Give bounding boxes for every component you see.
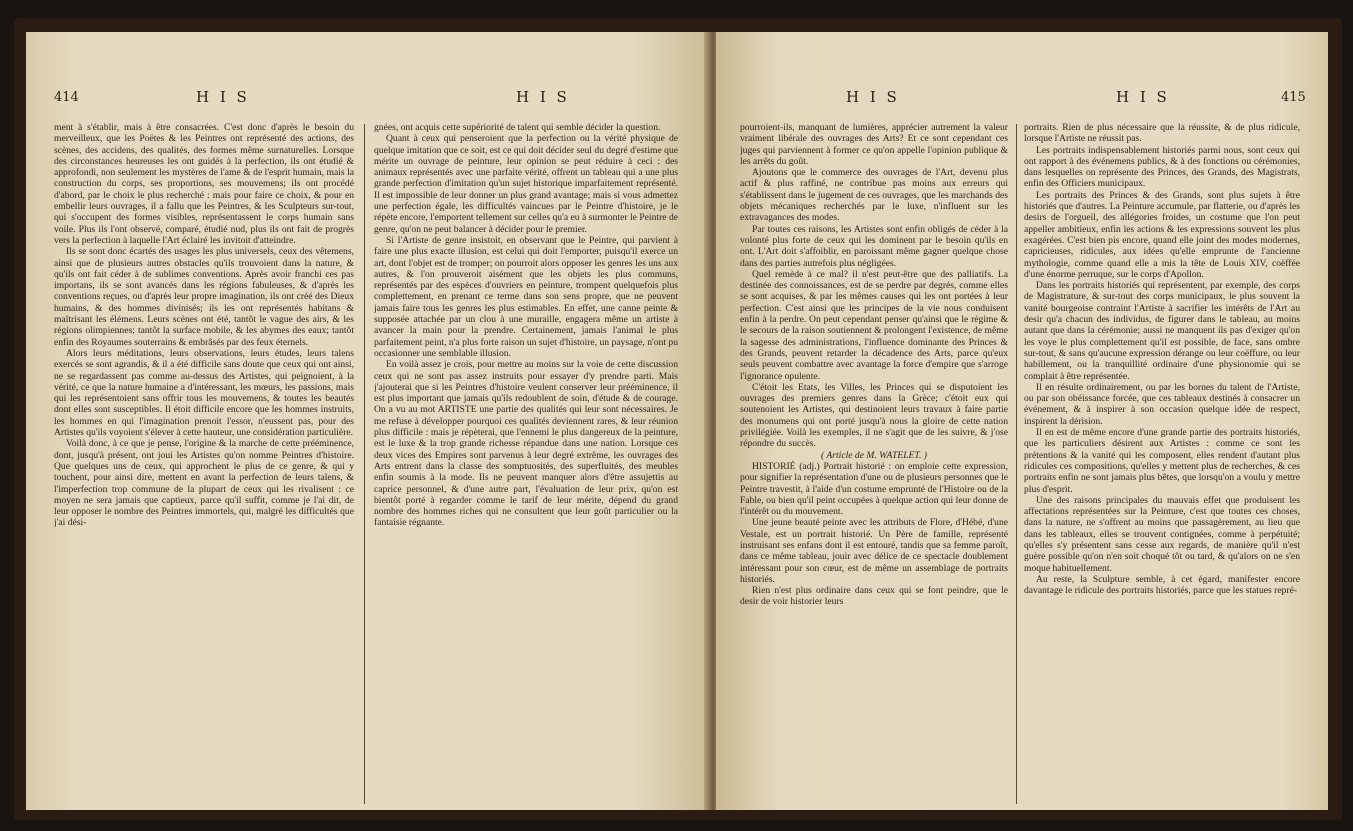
paragraph: gnées, ont acquis cette supériorité de talent qui semble décider la question. [374, 122, 661, 133]
column-rule [1016, 124, 1017, 804]
left-running-head-1: H I S [196, 88, 250, 106]
right-folio: 415 [1281, 90, 1306, 105]
column-rule [364, 124, 365, 804]
paragraph: Voilà donc, à ce que je pense, l'origine & la marche de cette prééminence, dont, jusqu'à présent, ont joui les Artistes qu'on nomme Peintres d'histoire. Que quelques uns de ceux, qui approchent le plus de ce genre, & qui y touchent, pour ainsi dire, mettent en avant la perfection de leurs talens, & l'imperfection trop commune de la plupart de ceux qui les rivalisent : ce moyen ne sera jamais que captieux, parce qu'il suffit, comme je l'ai dit, de leur opposer le nombre des Peintres immortels, qui, malgré les difficultés que j'ai dési- [54, 438, 354, 529]
paragraph: Une jeune beauté peinte avec les attributs de Flore, d'Hébé, d'une Vestale, est un portrait historié. Un Père de famille, représenté instruisant ses enfans dont il est entouré, tandis que sa femme paroît, dans ce même tableau, jouir avec délice de ce spectacle doublement intéressant pour son cœur, est de même un assemblage de portraits historiés. [740, 517, 1008, 585]
paragraph: Par toutes ces raisons, les Artistes sont enfin obligés de céder à la volonté plus forte de ceux qui les dominent par le besoin qu'ils en ont. L'Art doit s'affoiblir, en paroissant même gagner quelque chose dans des parties autrefois plus négligées. [740, 223, 1008, 269]
paragraph: Quel remède à ce mal? il n'est peut-être que des palliatifs. La destinée des connoissances, est de se perdre par degrés, comme elles se sont acquises, & par les mêmes causes qui les ont portées à leur perfection. C'est ainsi que les principes de la vie nous conduisent enfin à la perdre. On peut cependant penser qu'ainsi que le régime & le secours de la raison soutiennent & prolongent l'existence, de même la sagesse des administrations, l'influence dominante des Princes & des Grands, peuvent retarder la décadence des Arts, parce qu'eux seuls peuvent combattre avec avantage la force d'empire que s'arroge l'ignorance opulente. [740, 268, 1008, 382]
paragraph: Rien n'est plus ordinaire dans ceux qui se font peindre, que le desir de voir historier leurs [740, 585, 1008, 608]
right-page [716, 32, 1328, 810]
paragraph: portraits. Rien de plus nécessaire que la réussite, & de plus ridicule, lorsque l'Artiste ne réussit pas. [1024, 122, 1300, 145]
paragraph: Ils se sont donc écartés des usages les plus universels, ceux des vêtemens, ainsi que de plusieurs autres obstacles qu'ils trouvoient dans la nature, & qu'ils ont fait céder à de sublimes conventions. Après avoir franchi ces pas importans, ils se sont avancés dans les régions fabuleuses, & d'après les conventions reçues, ou d'après leur propre imagination, ils ont créé des Dieux humains, & des hommes divinisés; ils les ont représentés habitans & maîtrisant les élémens. Leurs scènes ont été, tantôt le vague des airs, & les régions olimpiennes; tantôt la surface mobile, & les abymes des eaux; tantôt enfin des Royaumes souterrains & embrâsés par des feux éternels. [54, 246, 354, 348]
paragraph: Il en résulte ordinairement, ou par les bornes du talent de l'Artiste, ou par son obéissance forcée, que ces tableaux destinés à consacrer un événement, & à inspirer à son occasion quelque idée de respect, inspirent la dérision. [1024, 381, 1300, 427]
right-running-head-2: H I S [1116, 88, 1170, 106]
left-running-head-2: H I S [516, 88, 570, 106]
right-running-head-1: H I S [846, 88, 900, 106]
paragraph: En voilà assez je crois, pour mettre au moins sur la voie de cette discussion ceux qui ne sont pas assez instruits pour essayer d'y prendre parti. Mais j'ajouterai que si les Peintres d'histoire veulent conserver leur prééminence, il est plus important que jamais qu'ils redoublent de soin, d'étude & de courage. On a vu au mot ARTISTE une partie des qualités qui leur sont nécessaires. Je me refuse à développer pourquoi ces qualités deviennent rares, & leur réunion plus difficile : mais je répèterai, que l'ennemi le plus dangereux de la peinture, est le luxe & la trop grande richesse répandue dans une nation. Lorsque ces deux vices des Empires sont parvenus à leur degré extrême, les ouvrages des Arts entrent dans la classe des somptuosités, des superfluités, des meubles enfin soumis à la mode. Ils ne peuvent manquer alors d'être assujettis au caprice personnel, & d'une autre part, l'évaluation de leur prix, qu'on est bientôt porté à regarder comme le tarif de leur mérite, dépend du grand nombre des hommes riches qui ne consultent que leur goût particulier ou la fantaisie régnante. [374, 359, 678, 529]
paragraph: pourroient-ils, manquant de lumières, apprécier autrement la valeur vraiment libérale des ouvrages des Arts? Et ce sont cependant ces juges qui parviennent à former ce qu'on appelle l'opinion publique & les arrêts du goût. [740, 122, 1008, 167]
paragraph: Au reste, la Sculpture semble, à cet égard, manifester encore davantage le ridicule des portraits historiés, parce que les statues repré- [1024, 573, 1300, 597]
right-column-1 [740, 122, 1008, 810]
left-column-2 [374, 122, 678, 810]
paragraph: Il en est de même encore d'une grande partie des portraits historiés, que les particuliers désirent aux Artistes : comme ce sont les prétentions & la vanité qui les composent, elles rendent d'autant plus ridicules ces compositions, qu'elles y mettent plus de recherches, & ces portraits enfin ne sont jamais plus bêtes, que lorsqu'on a voulu y mettre plus d'esprit. [1024, 427, 1300, 495]
paragraph: Dans les portraits historiés qui représentent, par exemple, des corps de Magistrature, & sur-tout des corps municipaux, le plus souvent la vanité bourgeoise contraint l'Artiste à sacrifier les intérêts de l'Art au desir qu'a chacun des individus, de figurer dans le tableau, au moins autant que dans la cérémonie; aussi ne manquent ils pas d'exiger qu'on les voye le plus complettement qu'il est possible, de face, sans ombre sur-tout, & sans qu'aucune expression dérange ou leur coëffure, ou leur habillement, ou la tranquillité ordinaire d'une physionomie qui se complait à être représentée. [1024, 280, 1300, 382]
paragraph: Ajoutons que le commerce des ouvrages de l'Art, devenu plus actif & plus raffiné, ne contribue pas moins aux erreurs qui s'établissent dans le jugement de ces ouvrages, que les marchands des objets mécaniques recherchés par le luxe, n'influent sur les extravagances des modes. [740, 167, 1008, 224]
left-column-1 [54, 122, 354, 810]
paragraph: Alors leurs méditations, leurs observations, leurs études, leurs talens exercés se sont agrandis, & il a été difficile sans doute que ceux qui ont ainsi, ne se regardassent pas comme au-dessus des Artistes, qui peignoient, à la vérité, ce que la nature humaine a d'intéressant, les mœurs, les passions, mais qui les représentoient sans offrir tous les mouvemens, & toutes les beautés dont elles sont susceptibles. Il étoit difficile encore que les hommes instruits, les hommes en qui l'imagination prenoit l'essor, n'eussent pas, pour des Artistes qu'ils voyoient s'élever à cette hauteur, une considération particulière. [54, 347, 354, 439]
paragraph: Les portraits des Princes & des Grands, sont plus sujets à être historiés que d'autres. La Peinture accumule, par flatterie, ou d'après les desirs de l'orgueil, des allégories froides, un costume que l'on peut appeller ambitieux, enfin les actions & les expressions souvent les plus exagérées. C'est bien pis encore, quand elle joint des modes modernes, capricieuses, ridicules, aux idées qu'elle emprunte de l'ancienne mythologie, comme quand elle a mis la tête de Louis XIV, coëffée d'une énorme perruque, sur le corps d'Apollon. [1024, 189, 1300, 280]
left-folio: 414 [54, 90, 79, 105]
paragraph: Les portraits indispensablement historiés parmi nous, sont ceux qui ont rapport à des événemens publics, & à des fonctions ou cérémonies, dans lesquelles on représente des Princes, des Grands, des Magistrats, enfin des Officiers municipaux. [1024, 144, 1300, 190]
paragraph: Si l'Artiste de genre insistoit, en observant que le Peintre, qui parvient à faire une plus exacte illusion, est celui qui doit l'emporter, puisqu'il exerce un art, dont l'objet est de tromper; on pourroit alors opposer les genres les uns aux autres, & l'on prouveroit aisément que les objets les plus communs, représentés par des espèces d'ouvriers en peinture, trompent quelquefois plus complettement, en prenant ce terme dans son sens propre, que ne peuvent jamais faire tous les genres les plus estimables. En effet, une canne peinte & supposée attachée par un clou à une muraille, engagera même un artiste à avancer la main pour la prendre. Certainement, jamais l'animal le plus parfaitement peint, n'a plus forte raison un sujet d'histoire, un paysage, n'ont pu occasionner une semblable illusion. [374, 234, 678, 359]
paragraph: Une des raisons principales du mauvais effet que produisent les affectations représentées sur la Peinture, c'est que toutes ces choses, dans la nature, ne s'offrent au moins que passagèrement, au lieu que dans les tableaux, elles se trouvent contignées, comme à perpétuité; qu'elles s'y présentent sans cesse aux regards, de manière qu'il n'est guère possible qu'on n'en soit choqué tôt ou tard, & qu'alors on ne s'en moque habituellement. [1024, 494, 1300, 574]
left-page [26, 32, 710, 810]
right-column-2 [1024, 122, 1300, 810]
article-signature: ( Article de M. WATELET. ) [821, 449, 927, 461]
paragraph: C'étoit les Etats, les Villes, les Princes qui se disputoient les ouvrages des premiers genres dans la Grèce; c'étoit eux qui soutenoient les Artistes, qui destinoient leurs travaux à faire partie des monumens qui ont porté jusqu'à nous la gloire de cette nation privilégiée. Voilà les exemples, il ne s'agit que de les suivre, & j'ose répondre du succès. [740, 381, 1008, 450]
paragraph: HISTORIÉ (adj.) Portrait historié : on emploie cette expression, pour signifier la représentation d'une ou de plusieurs personnes que le Peintre travestit, à l'aide d'un costume emprunté de l'Histoire ou de la Fable, ou bien qu'il peint occupées à quelque action qui leur donne de l'intérêt ou du mouvement. [740, 460, 1008, 518]
paragraph: ment à s'établir, mais à être consacrées. C'est donc d'après le besoin du merveilleux, que les Poëtes & les Peintres ont représenté des actions, des scènes, des accidens, des qualités, des formes même surnaturelles. Lorsque des circonstances heureuses les ont guidés à la perfection, ils ont étudié & approfondi, non seulement les mystères de l'ame & de l'esprit humain, mais la construction du corps, ses proportions, ses mouvemens; ils ont procédé d'abord, par le choix le plus recherché : mais pour faire ce choix, & pour en embellir leurs ouvrages, il a fallu que les Peintres, & les Sculpteurs sur-tout, qui s'occupent des formes visibles, représentassent le corps humain sans voile. Plus ils l'ont observé, comparé, étudié nud, plus ils ont fait de progrès vers la perfection à laquelle l'Art éclairé les invitoit d'atteindre. [54, 122, 354, 246]
paragraph: Quant à ceux qui penseroient que la perfection ou la vérité physique de quelque imitation que ce soit, est ce qui doit décider seul du degré d'estime que mérite un ouvrage de peinture, leur opinion se peut réduire à ceci : des animaux représentés avec une parfaite vérité, offrent un tableau qui a une plus grande perfection d'imitation qu'un sujet historique imparfaitement représenté. Il est impossible de leur donner un plus grand avantage; mais si vous admettez une perfection égale, les difficultés vaincues par le Peintre d'histoire, je le répète encore, l'emportent tellement sur celles qu'a eu à surmonter le Peintre de genre, qu'on ne peut balancer à décider pour le premier. [374, 133, 678, 235]
book-spread [14, 18, 1342, 820]
